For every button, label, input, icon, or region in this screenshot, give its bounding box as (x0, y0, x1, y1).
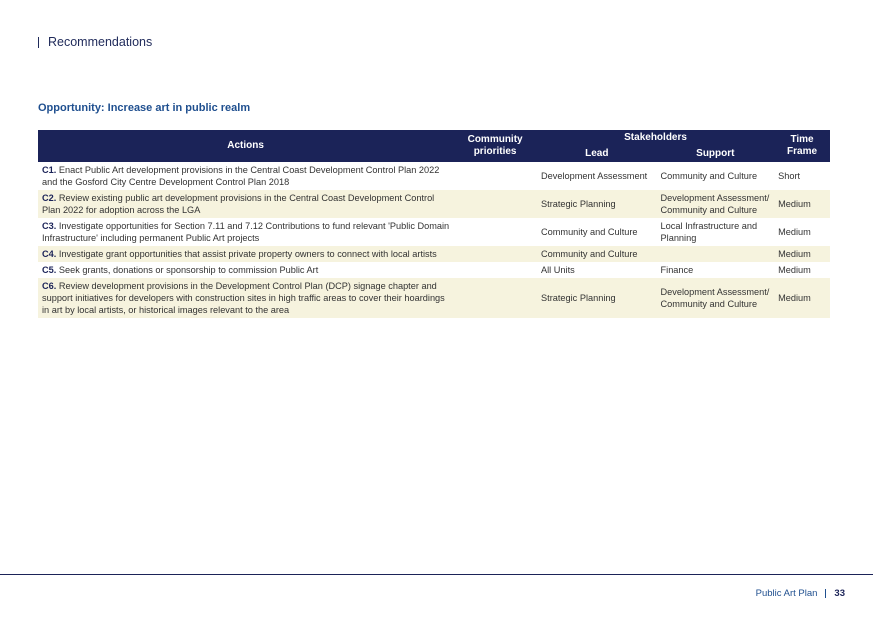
table-row (38, 246, 830, 262)
priorities-cell (453, 218, 537, 246)
table-row (38, 262, 830, 278)
support-cell: Finance (657, 262, 775, 278)
priorities-cell (453, 190, 537, 218)
time-frame-cell: Medium (774, 262, 830, 278)
priorities-cell (453, 162, 537, 190)
lead-cell: All Units (537, 262, 657, 278)
support-cell: Development Assessment/ Community and Culture (657, 190, 775, 218)
lead-cell: Strategic Planning (537, 278, 657, 318)
column-header-actions: Actions (38, 130, 453, 162)
action-code: C3. (42, 221, 57, 231)
lead-cell: Strategic Planning (537, 190, 657, 218)
column-header-support: Support (657, 146, 775, 162)
section-title: Recommendations (48, 35, 153, 49)
action-cell (38, 278, 453, 318)
time-frame-cell: Medium (774, 190, 830, 218)
section-divider (38, 37, 39, 48)
footer-divider (0, 574, 873, 575)
action-text: Enact Public Art development provisions in the Central Coast Development Control Plan 2022 and the Gosford City Centre Development Control Plan 2018 (42, 165, 440, 187)
column-header-stakeholders: Stakeholders (537, 130, 774, 146)
table-row (38, 162, 830, 190)
table-row (38, 190, 830, 218)
table-row (38, 278, 830, 318)
recommendations-table (38, 130, 830, 318)
priorities-cell (453, 246, 537, 262)
action-code: C2. (42, 193, 57, 203)
action-code: C4. (42, 249, 57, 259)
action-cell (38, 162, 453, 190)
action-code: C6. (42, 281, 57, 291)
table-header-row (38, 130, 830, 146)
page-number: 33 (834, 588, 845, 599)
action-text: Seek grants, donations or sponsorship to commission Public Art (58, 265, 319, 275)
support-cell (657, 246, 775, 262)
page-footer (756, 588, 845, 599)
time-frame-cell: Medium (774, 218, 830, 246)
action-text: Investigate grant opportunities that assist private property owners to connect with local artists (58, 249, 437, 259)
column-header-time-frame: Time Frame (774, 130, 830, 162)
action-text: Investigate opportunities for Section 7.11 and 7.12 Contributions to fund relevant 'Public Domain Infrastructure' including permanent Public Art projects (42, 221, 450, 243)
action-text: Review existing public art development provisions in the Central Coast Development Control Plan 2022 for adoption across the LGA (42, 193, 435, 215)
action-code: C5. (42, 265, 57, 275)
support-cell: Community and Culture (657, 162, 775, 190)
action-cell (38, 218, 453, 246)
time-frame-cell: Medium (774, 278, 830, 318)
action-cell (38, 262, 453, 278)
priorities-cell (453, 262, 537, 278)
support-cell: Local Infrastructure and Planning (657, 218, 775, 246)
column-header-priorities: Community priorities (453, 130, 537, 162)
action-code: C1. (42, 165, 57, 175)
time-frame-cell: Short (774, 162, 830, 190)
time-frame-cell: Medium (774, 246, 830, 262)
table-row (38, 218, 830, 246)
column-header-lead: Lead (537, 146, 657, 162)
opportunity-title: Opportunity: Increase art in public realm (38, 102, 251, 114)
priorities-cell (453, 278, 537, 318)
action-cell (38, 246, 453, 262)
lead-cell: Development Assessment (537, 162, 657, 190)
lead-cell: Community and Culture (537, 246, 657, 262)
footer-document-title: Public Art Plan (755, 588, 818, 599)
footer-separator (825, 589, 826, 598)
lead-cell: Community and Culture (537, 218, 657, 246)
section-header (38, 35, 152, 49)
action-cell (38, 190, 453, 218)
action-text: Review development provisions in the Development Control Plan (DCP) signage chapter and support initiatives for developers with construction sites in high traffic areas to cover their hoardings in art by local artists, or historical images relevant to the area (42, 281, 445, 315)
support-cell: Development Assessment/ Community and Culture (657, 278, 775, 318)
